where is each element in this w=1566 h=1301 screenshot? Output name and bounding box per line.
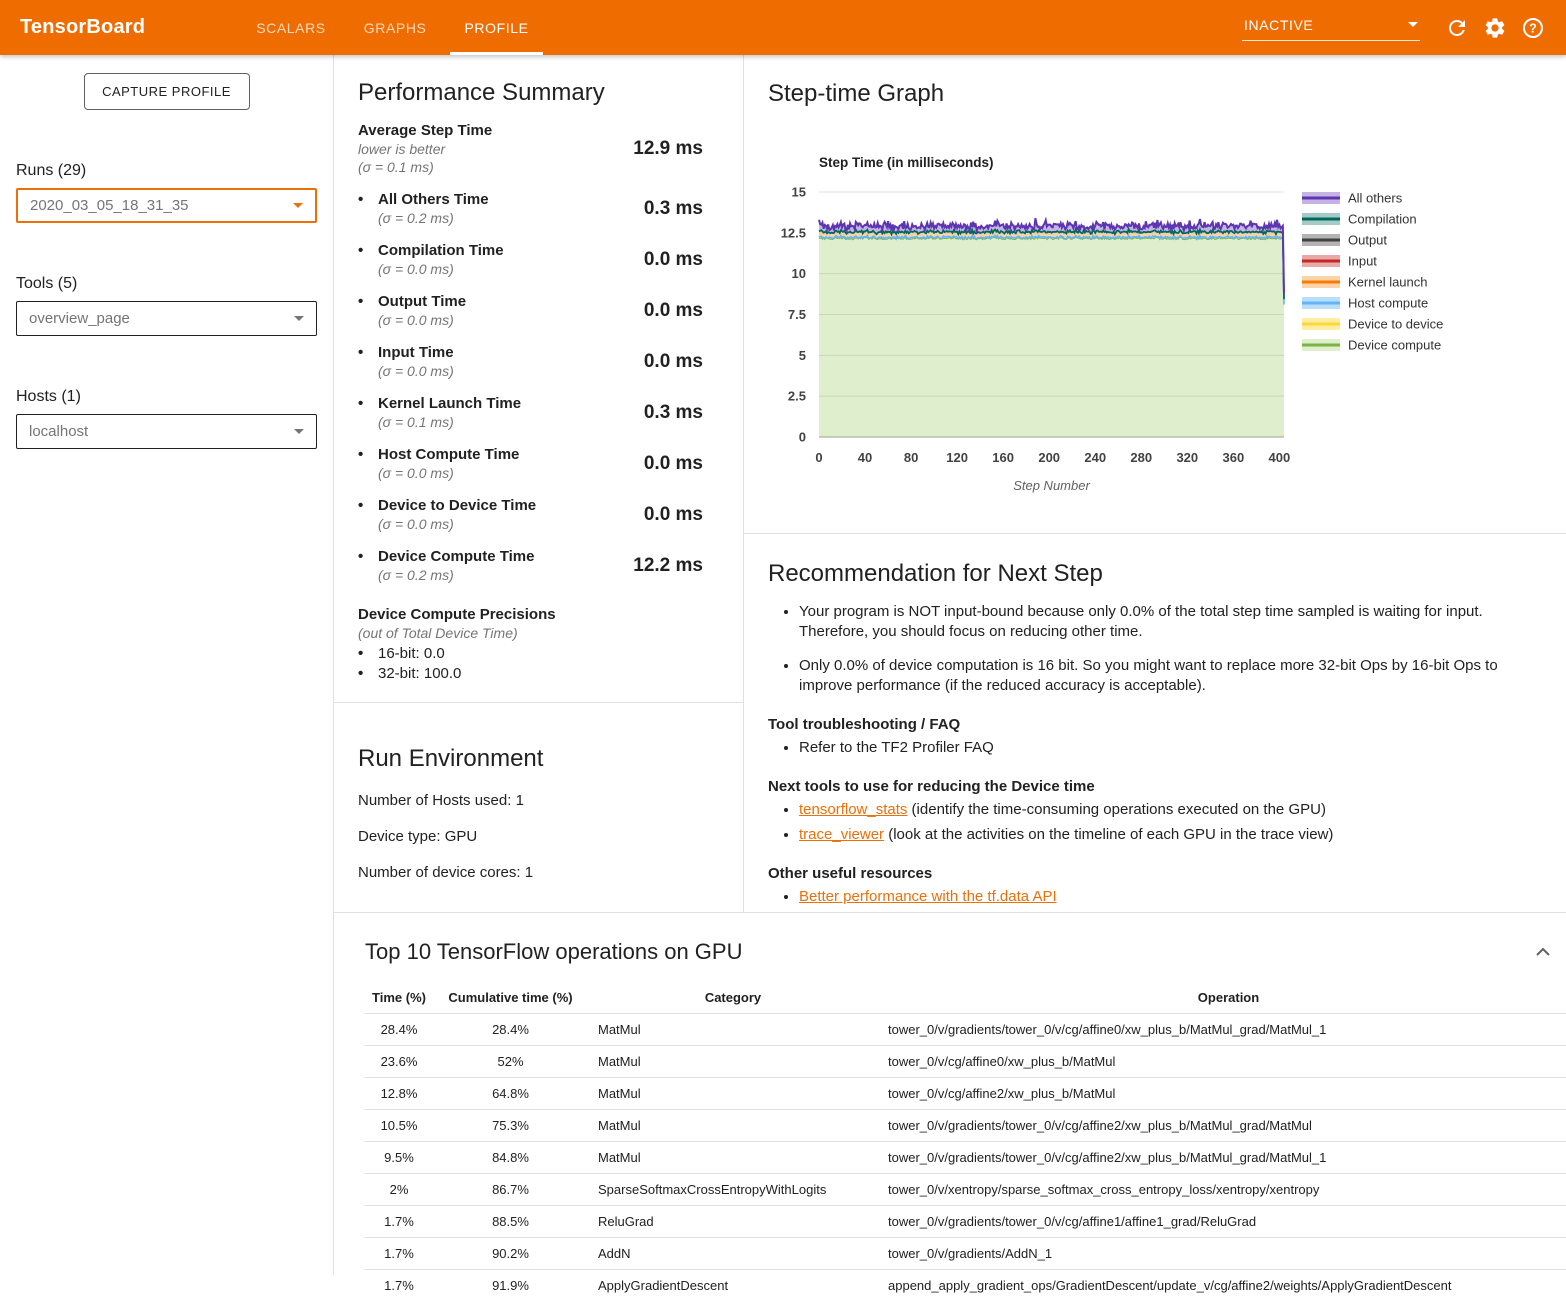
resource-link[interactable]: Better performance with the tf.data API (799, 888, 1057, 905)
column-header: Operation (878, 982, 1566, 1014)
metric-row (358, 548, 743, 584)
left-column (334, 55, 744, 912)
bullet: • (358, 191, 378, 227)
precision-item: • 32-bit: 100.0 (358, 664, 743, 684)
metric-row (358, 191, 743, 227)
x-tick-label: 120 (946, 450, 968, 465)
collapse-chevron-icon[interactable] (1535, 947, 1551, 957)
next-tool-link[interactable]: trace_viewer (799, 826, 884, 843)
y-tick-label: 7.5 (788, 307, 806, 322)
help-icon[interactable] (1521, 16, 1545, 40)
metric-label: All Others Time (378, 191, 489, 209)
table-cell: 1.7% (365, 1206, 433, 1238)
step-time-graph-title: Step-time Graph (744, 55, 1566, 108)
run-environment-card (334, 703, 743, 881)
table-cell: tower_0/v/gradients/tower_0/v/cg/affine2/xw_plus_b/MatMul_grad/MatMul_1 (878, 1142, 1566, 1174)
capture-profile-button[interactable]: CAPTURE PROFILE (84, 73, 250, 110)
status-dropdown[interactable] (1242, 15, 1420, 41)
tab-scalars[interactable]: SCALARS (247, 0, 335, 55)
legend-swatch-line (1302, 344, 1340, 347)
table-cell: tower_0/v/gradients/tower_0/v/cg/affine0/xw_plus_b/MatMul_grad/MatMul_1 (878, 1014, 1566, 1046)
table-cell: 1.7% (365, 1270, 433, 1301)
sidebar-group-label: Hosts (1) (16, 388, 317, 406)
legend-swatch-line (1302, 239, 1340, 242)
gear-icon[interactable] (1483, 16, 1507, 40)
metric-sigma: (σ = 0.0 ms) (378, 464, 519, 482)
table-cell: 75.3% (433, 1110, 588, 1142)
recommendation-bullet: • Only 0.0% of device computation is 16 bit. So you might want to replace more 32-bit Ops by 16-bit Ops to improve performance (if the reduced accuracy is acceptable). (799, 656, 1539, 696)
recommendation-card (744, 534, 1566, 912)
resources-title: Other useful resources (768, 865, 1539, 882)
bullet: • (358, 395, 378, 431)
chart-title: Step Time (in milliseconds) (819, 155, 994, 170)
metric-label: Kernel Launch Time (378, 395, 521, 413)
table-cell: 10.5% (365, 1110, 433, 1142)
table-row (365, 1142, 1566, 1174)
sidebar (0, 55, 334, 1275)
table-cell: tower_0/v/gradients/tower_0/v/cg/affine2/xw_plus_b/MatMul_grad/MatMul (878, 1110, 1566, 1142)
x-tick-label: 360 (1223, 450, 1245, 465)
y-tick-label: 10 (792, 266, 806, 281)
performance-summary-title: Performance Summary (358, 79, 743, 107)
metric-value: 0.3 ms (644, 198, 703, 220)
legend-label: All others (1348, 191, 1403, 206)
metric-sigma: (σ = 0.0 ms) (378, 515, 536, 533)
step-time-chart (744, 145, 1565, 513)
metric-sigma: (σ = 0.1 ms) (378, 413, 521, 431)
legend-label: Device to device (1348, 317, 1443, 332)
app-logo[interactable]: TensorBoard (20, 16, 145, 39)
metric-value: 12.9 ms (633, 138, 703, 160)
faq-title: Tool troubleshooting / FAQ (768, 716, 1539, 733)
recommendation-bullet: • Your program is NOT input-bound because only 0.0% of the total step time sampled is waiting for input. Therefore, you should focus on reducing other time. (799, 602, 1539, 642)
metric-value: 0.3 ms (644, 402, 703, 424)
metric-value: 0.0 ms (644, 504, 703, 526)
metric-value: 0.0 ms (644, 249, 703, 271)
legend-swatch-line (1302, 218, 1340, 221)
legend-label: Input (1348, 254, 1377, 269)
legend-swatch-line (1302, 323, 1340, 326)
y-tick-label: 0 (799, 430, 806, 445)
table-cell: tower_0/v/xentropy/sparse_softmax_cross_entropy_loss/xentropy/xentropy (878, 1174, 1566, 1206)
performance-summary-card (334, 55, 743, 703)
table-cell: MatMul (588, 1142, 878, 1174)
legend-swatch-line (1302, 197, 1340, 200)
table-cell: tower_0/v/cg/affine0/xw_plus_b/MatMul (878, 1046, 1566, 1078)
table-cell: tower_0/v/gradients/AddN_1 (878, 1238, 1566, 1270)
x-tick-label: 40 (858, 450, 872, 465)
table-cell: MatMul (588, 1046, 878, 1078)
run-env-line: Number of device cores: 1 (358, 864, 743, 881)
legend-swatch-line (1302, 302, 1340, 305)
y-tick-label: 5 (799, 348, 806, 363)
metric-sigma: (σ = 0.0 ms) (378, 260, 504, 278)
table-row (365, 1174, 1566, 1206)
sidebar-group-label: Tools (5) (16, 275, 317, 293)
table-cell: MatMul (588, 1110, 878, 1142)
next-tools-title: Next tools to use for reducing the Device time (768, 778, 1539, 795)
metric-row (358, 122, 743, 176)
table-cell: 28.4% (433, 1014, 588, 1046)
next-tool: • trace_viewer (look at the activities on the timeline of each GPU in the trace view) (799, 825, 1539, 845)
table-row (365, 1046, 1566, 1078)
bullet: • (358, 446, 378, 482)
x-tick-label: 0 (815, 450, 822, 465)
table-cell: 64.8% (433, 1078, 588, 1110)
table-cell: tower_0/v/gradients/tower_0/v/cg/affine1/affine1_grad/ReluGrad (878, 1206, 1566, 1238)
bullet: • (358, 644, 378, 664)
metric-label: Input Time (378, 344, 454, 362)
select-value: 2020_03_05_18_31_35 (30, 197, 189, 214)
table-row (365, 1014, 1566, 1046)
table-row (365, 1270, 1566, 1301)
y-tick-label: 2.5 (788, 389, 806, 404)
metric-value: 0.0 ms (644, 453, 703, 475)
x-tick-label: 200 (1038, 450, 1060, 465)
metric-row (358, 395, 743, 431)
legend-label: Compilation (1348, 212, 1417, 227)
top-row (334, 55, 1566, 912)
bullet: • (358, 293, 378, 329)
device-compute-precisions (358, 606, 743, 684)
bullet: • (358, 548, 378, 584)
metric-sigma: (σ = 0.0 ms) (378, 311, 466, 329)
navbar-tabs (237, 0, 547, 55)
table-row (365, 1206, 1566, 1238)
bullet: • (358, 344, 378, 380)
navbar (0, 0, 1566, 55)
chevron-down-icon (1408, 22, 1418, 27)
sidebar-select-tools[interactable] (16, 301, 317, 336)
metric-value: 0.0 ms (644, 351, 703, 373)
legend-swatch-line (1302, 260, 1340, 263)
table-cell: 84.8% (433, 1142, 588, 1174)
metric-label: Device Compute Time (378, 548, 534, 566)
metric-label: Device to Device Time (378, 497, 536, 515)
top-ops-title: Top 10 TensorFlow operations on GPU (365, 939, 1566, 965)
table-cell: 52% (433, 1046, 588, 1078)
x-tick-label: 160 (992, 450, 1014, 465)
x-tick-label: 400 (1269, 450, 1291, 465)
metric-sigma: (σ = 0.2 ms) (378, 566, 534, 584)
column-header: Category (588, 982, 878, 1014)
metric-label: Output Time (378, 293, 466, 311)
bullet: • (358, 497, 378, 533)
sidebar-select-hosts[interactable] (16, 414, 317, 449)
top-ops-table (365, 982, 1566, 1301)
metric-label: Host Compute Time (378, 446, 519, 464)
y-tick-label: 12.5 (781, 225, 806, 240)
table-cell: AddN (588, 1238, 878, 1270)
table-cell: 90.2% (433, 1238, 588, 1270)
metric-sigma: (σ = 0.0 ms) (378, 362, 454, 380)
table-cell: 12.8% (365, 1078, 433, 1110)
metric-row (358, 344, 743, 380)
performance-metrics (358, 122, 743, 584)
metric-sigma: (σ = 0.1 ms) (358, 158, 492, 176)
tab-profile[interactable]: PROFILE (455, 0, 537, 55)
x-tick-label: 240 (1084, 450, 1106, 465)
table-cell: MatMul (588, 1078, 878, 1110)
right-column (744, 55, 1566, 912)
legend-label: Host compute (1348, 296, 1428, 311)
next-tool: • tensorflow_stats (identify the time-consuming operations executed on the GPU) (799, 800, 1539, 820)
table-cell: MatMul (588, 1014, 878, 1046)
legend-swatch-line (1302, 281, 1340, 284)
content (334, 55, 1566, 1275)
metric-label: Average Step Time (358, 122, 492, 140)
area-device-compute (819, 237, 1284, 437)
table-cell: 86.7% (433, 1174, 588, 1206)
table-cell: 9.5% (365, 1142, 433, 1174)
recommendation-title: Recommendation for Next Step (768, 560, 1539, 588)
x-tick-label: 280 (1130, 450, 1152, 465)
x-axis-label: Step Number (1013, 478, 1090, 493)
top-ops-card (334, 912, 1566, 1275)
sidebar-groups (16, 162, 317, 449)
legend-label: Device compute (1348, 338, 1441, 353)
bullet: • (358, 664, 378, 684)
table-cell: 28.4% (365, 1014, 433, 1046)
column-header: Time (%) (365, 982, 433, 1014)
chevron-down-icon (294, 316, 304, 321)
faq-item: • Refer to the TF2 Profiler FAQ (799, 738, 1539, 758)
metric-row (358, 293, 743, 329)
run-env-line: Number of Hosts used: 1 (358, 792, 743, 809)
next-tool-link[interactable]: tensorflow_stats (799, 801, 907, 818)
table-cell: SparseSoftmaxCrossEntropyWithLogits (588, 1174, 878, 1206)
metric-value: 0.0 ms (644, 300, 703, 322)
step-time-graph-card (744, 55, 1566, 534)
x-tick-label: 80 (904, 450, 918, 465)
metric-value: 12.2 ms (633, 555, 703, 577)
precisions-title: Device Compute Precisions (358, 606, 743, 624)
table-row (365, 1078, 1566, 1110)
metric-label: Compilation Time (378, 242, 504, 260)
navbar-right (1242, 0, 1566, 55)
select-value: overview_page (29, 310, 130, 327)
tab-graphs[interactable]: GRAPHS (355, 0, 436, 55)
column-header: Cumulative time (%) (433, 982, 588, 1014)
table-cell: append_apply_gradient_ops/GradientDescent/update_v/cg/affine2/weights/ApplyGradientDescent (878, 1270, 1566, 1301)
svg-text:?: ? (1529, 21, 1537, 35)
table-cell: 88.5% (433, 1206, 588, 1238)
table-cell: ApplyGradientDescent (588, 1270, 878, 1301)
run-env-line: Device type: GPU (358, 828, 743, 845)
main-area (0, 55, 1566, 1275)
sidebar-group-label: Runs (29) (16, 162, 317, 180)
table-cell: 23.6% (365, 1046, 433, 1078)
x-tick-label: 320 (1176, 450, 1198, 465)
metric-sigma: (σ = 0.2 ms) (378, 209, 489, 227)
select-value: localhost (29, 423, 88, 440)
refresh-icon[interactable] (1445, 16, 1469, 40)
metric-row (358, 497, 743, 533)
legend-label: Kernel launch (1348, 275, 1428, 290)
table-cell: 2% (365, 1174, 433, 1206)
run-environment-title: Run Environment (358, 745, 743, 773)
metric-row (358, 446, 743, 482)
y-tick-label: 15 (792, 185, 806, 200)
table-cell: ReluGrad (588, 1206, 878, 1238)
legend-label: Output (1348, 233, 1387, 248)
table-cell: 91.9% (433, 1270, 588, 1301)
chevron-down-icon (294, 429, 304, 434)
precisions-note: (out of Total Device Time) (358, 624, 743, 642)
resource (799, 887, 1539, 907)
status-dropdown-value: INACTIVE (1244, 17, 1313, 33)
chevron-down-icon (293, 203, 303, 208)
sidebar-select-runs[interactable] (16, 188, 317, 223)
table-cell: tower_0/v/cg/affine2/xw_plus_b/MatMul (878, 1078, 1566, 1110)
metric-row (358, 242, 743, 278)
metric-note: lower is better (358, 140, 492, 158)
table-row (365, 1238, 1566, 1270)
table-row (365, 1110, 1566, 1142)
precision-item: • 16-bit: 0.0 (358, 644, 743, 664)
table-cell: 1.7% (365, 1238, 433, 1270)
bullet: • (358, 242, 378, 278)
